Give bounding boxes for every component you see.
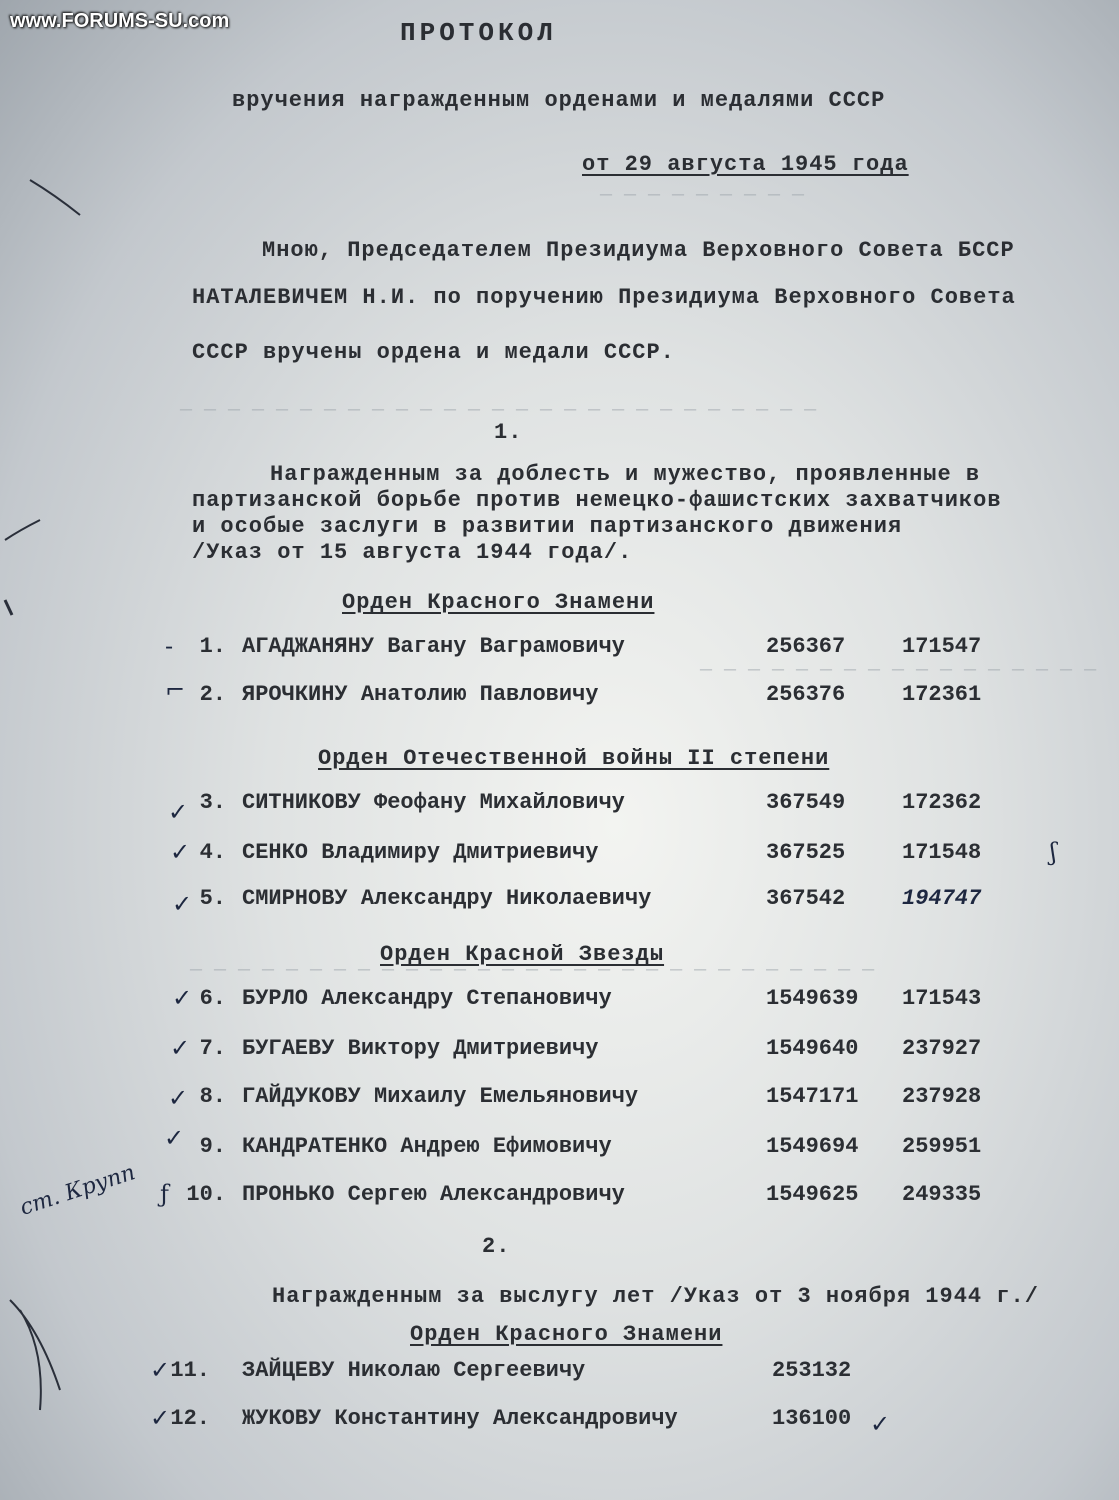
bleed-through-text: ─ ─ ─ ─ ─ ─ ─ ─ ─ ─ ─ ─ ─ ─ ─ ─ ─ (700, 660, 1097, 683)
certificate-number: 249335 (902, 1182, 982, 1207)
award-number: 1549694 (766, 1134, 859, 1159)
table-row (0, 840, 1119, 876)
row-number: 3. (199, 790, 226, 815)
recipient-name: БУРЛО Александру Степановичу (242, 986, 612, 1011)
award-number: 1549625 (766, 1182, 859, 1207)
certificate-number: 172361 (902, 682, 982, 707)
award-number: 136100 (772, 1406, 852, 1431)
certificate-number: 237928 (902, 1084, 982, 1109)
handwritten-check-icon: ✓ (168, 1084, 189, 1112)
certificate-number: 171543 (902, 986, 982, 1011)
intro-line-2: НАТАЛЕВИЧЕМ Н.И. по поручению Президиума Верховного Совета (192, 285, 1016, 310)
section-2-text: Награжденным за выслугу лет /Указ от 3 ноября 1944 г./ (272, 1284, 1039, 1309)
certificate-number: 171547 (902, 634, 982, 659)
section-1-text-line-3: и особые заслуги в развитии партизанского движения (192, 514, 903, 539)
handwritten-check-icon: ✓ (150, 1404, 171, 1432)
certificate-number: 171548 (902, 840, 982, 865)
order-heading-red-banner: Орден Красного Знамени (342, 590, 655, 615)
recipient-name: АГАДЖАНЯНУ Вагану Ваграмовичу (242, 634, 625, 659)
table-row (0, 986, 1119, 1022)
bleed-through-text: ─ ─ ─ ─ ─ ─ ─ ─ ─ (600, 185, 805, 208)
row-number: 12. (170, 1406, 210, 1431)
handwritten-check-icon: ✓ (170, 838, 191, 866)
row-number: 6. (199, 986, 226, 1011)
recipient-name: БУГАЕВУ Виктору Дмитриевичу (242, 1036, 599, 1061)
row-number: 9. (199, 1134, 226, 1159)
order-heading-red-star: Орден Красной Звезды (380, 942, 665, 967)
award-number: 1549640 (766, 1036, 859, 1061)
intro-line-3: СССР вручены ордена и медали СССР. (192, 340, 675, 365)
row-number: 8. (199, 1084, 226, 1109)
intro-line-1: Мною, Председателем Президиума Верховного Совета БССР (262, 238, 1015, 263)
handwritten-check-icon: ƒ (160, 1180, 169, 1208)
certificate-number: 237927 (902, 1036, 982, 1061)
document-subtitle: вручения награжденным орденами и медалями СССР (232, 88, 886, 113)
recipient-name: СЕНКО Владимиру Дмитриевичу (242, 840, 599, 865)
row-number: 7. (199, 1036, 226, 1061)
handwritten-check-icon: ✓ (172, 984, 193, 1012)
handwritten-check-icon: ✓ (170, 1034, 191, 1062)
recipient-name: СМИРНОВУ Александру Николаевичу (242, 886, 652, 911)
row-number: 5. (199, 886, 226, 911)
award-number: 253132 (772, 1358, 852, 1383)
section-2-number: 2. (482, 1234, 511, 1259)
row-number: 4. (199, 840, 226, 865)
handwritten-check-icon: ✓ (150, 1356, 171, 1384)
recipient-name: СИТНИКОВУ Феофану Михайловичу (242, 790, 625, 815)
document-date: от 29 августа 1945 года (582, 152, 909, 177)
recipient-name: ГАЙДУКОВУ Михаилу Емельяновичу (242, 1084, 639, 1109)
handwritten-check-icon: ‐ (165, 632, 174, 660)
award-number: 256376 (766, 682, 846, 707)
award-number: 367542 (766, 886, 846, 911)
handwritten-margin-note: ст. Крупп (17, 1160, 139, 1221)
recipient-name: ЖУКОВУ Константину Александровичу (242, 1406, 678, 1431)
order-heading-red-banner-2: Орден Красного Знамени (410, 1322, 723, 1347)
recipient-name: ПРОНЬКО Сергею Александровичу (242, 1182, 625, 1207)
certificate-number: 172362 (902, 790, 982, 815)
watermark: www.FORUMS-SU.com (10, 10, 230, 32)
row-number: 1. (199, 634, 226, 659)
order-heading-patriotic-war: Орден Отечественной войны II степени (318, 746, 830, 771)
handwritten-mark-icon: ʃ (1050, 838, 1057, 866)
document-title: ПРОТОКОЛ (400, 18, 557, 48)
recipient-name: ЯРОЧКИНУ Анатолию Павловичу (242, 682, 599, 707)
section-1-text-line-1: Награжденным за доблесть и мужество, проявленные в (270, 462, 981, 487)
handwritten-check-icon: ✓ (168, 798, 189, 826)
section-1-number: 1. (494, 420, 523, 445)
award-number: 256367 (766, 634, 846, 659)
section-1-text-line-4: /Указ от 15 августа 1944 года/. (192, 540, 633, 565)
table-row (0, 1036, 1119, 1072)
handwritten-check-icon: ✓ (164, 1124, 185, 1152)
row-number: 2. (199, 682, 226, 707)
certificate-number-handwritten: 194747 (902, 886, 982, 911)
margin-pen-marks (0, 160, 100, 1460)
award-number: 1547171 (766, 1084, 859, 1109)
recipient-name: ЗАЙЦЕВУ Николаю Сергеевичу (242, 1358, 586, 1383)
recipient-name: КАНДРАТЕНКО Андрею Ефимовичу (242, 1134, 612, 1159)
award-number: 367525 (766, 840, 846, 865)
certificate-number: 259951 (902, 1134, 982, 1159)
handwritten-check-icon: ⌐ (165, 676, 186, 704)
table-row (0, 886, 1119, 922)
handwritten-check-icon: ✓ (172, 890, 193, 918)
row-number: 11. (170, 1358, 210, 1383)
award-number: 367549 (766, 790, 846, 815)
handwritten-check-icon: ✓ (870, 1410, 891, 1438)
section-1-text-line-2: партизанской борьбе против немецко-фашистских захватчиков (192, 488, 1002, 513)
row-number: 10. (186, 1182, 226, 1207)
bleed-through-text: ─ ─ ─ ─ ─ ─ ─ ─ ─ ─ ─ ─ ─ ─ ─ ─ ─ ─ ─ ─ ─ ─ ─ ─ ─ ─ ─ ─ ─ (190, 960, 875, 983)
award-number: 1549639 (766, 986, 859, 1011)
bleed-through-text: ─ ─ ─ ─ ─ ─ ─ ─ ─ ─ ─ ─ ─ ─ ─ ─ ─ ─ ─ ─ ─ ─ ─ ─ ─ ─ ─ (180, 400, 817, 423)
